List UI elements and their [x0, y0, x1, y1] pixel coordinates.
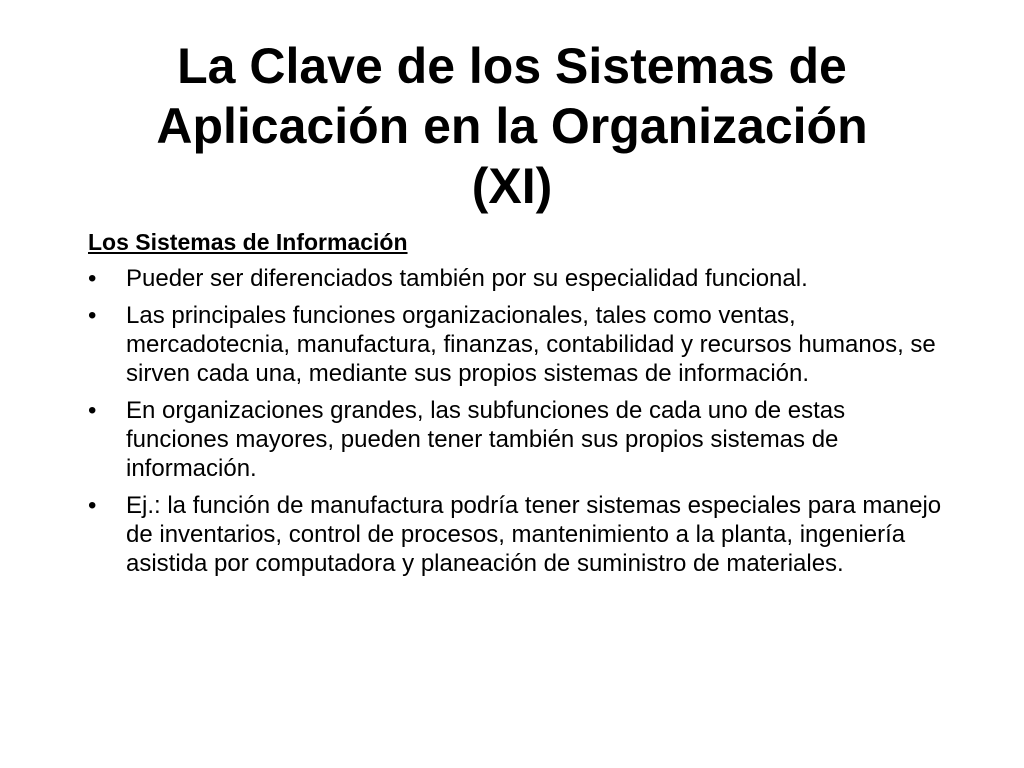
- bullet-item: [88, 491, 946, 578]
- bullet-icon: •: [88, 302, 97, 329]
- slide-body: [88, 228, 968, 586]
- bullet-text: Las principales funciones organizacionales, tales como ventas, mercadotecnia, manufactura, finanzas, contabilidad y recursos humanos, se sirven cada una, mediante sus propios sistemas de información.: [126, 302, 936, 387]
- bullet-text: Pueder ser diferenciados también por su especialidad funcional.: [126, 265, 808, 292]
- bullet-item: [88, 301, 946, 388]
- slide-title-line-2: Aplicación en la Organización: [156, 98, 868, 154]
- slide-title: [60, 36, 964, 216]
- section-subheading: Los Sistemas de Información: [88, 229, 408, 255]
- bullet-item: [88, 264, 946, 293]
- bullet-icon: •: [88, 397, 97, 424]
- slide-title-line-1: La Clave de los Sistemas de: [177, 38, 847, 94]
- bullet-text: Ej.: la función de manufactura podría tener sistemas especiales para manejo de inventarios, control de procesos, mantenimiento a la planta, ingeniería asistida por computadora y planeación de suministro de materiales.: [126, 492, 942, 577]
- bullet-list: [88, 264, 968, 578]
- slide-title-line-3: (XI): [471, 158, 553, 214]
- bullet-item: [88, 396, 946, 483]
- bullet-icon: •: [88, 492, 97, 519]
- bullet-icon: •: [88, 265, 97, 292]
- bullet-text: En organizaciones grandes, las subfunciones de cada uno de estas funciones mayores, pueden tener también sus propios sistemas de información.: [126, 397, 846, 482]
